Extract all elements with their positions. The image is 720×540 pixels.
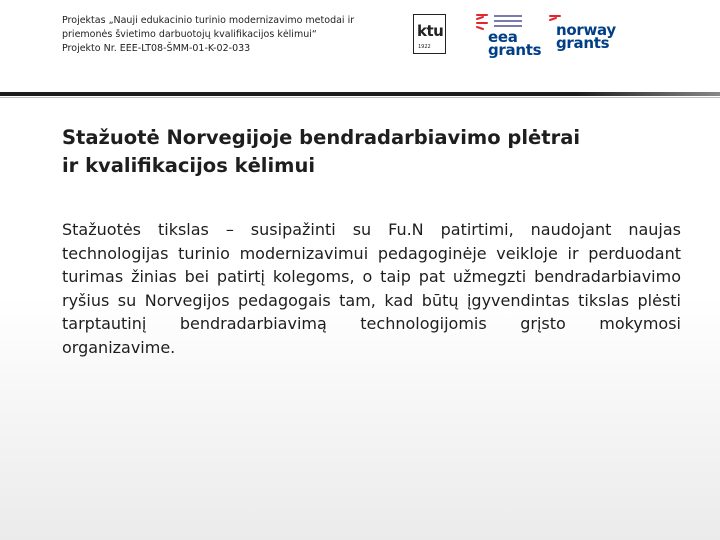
slide-title-line-2: ir kvalifikacijos kėlimui (62, 154, 316, 177)
ktu-logo-year: 1922 (418, 44, 431, 50)
ktu-logo-text: ktu (417, 22, 444, 40)
eea-grants-wordmark: eea grants (488, 28, 542, 59)
project-info (62, 14, 392, 56)
norway-grants-logo (548, 12, 618, 54)
slide-title (62, 124, 662, 180)
project-number: Projekto Nr. EEE-LT08-ŠMM-01-K-02-033 (62, 43, 251, 54)
header-divider (0, 92, 720, 96)
slide-title-line-1: Stažuotė Norvegijoje bendradarbiavimo plėtrai (62, 126, 581, 149)
header-divider-thin (0, 97, 720, 98)
ktu-logo (413, 14, 446, 54)
project-title-line-2: priemonės švietimo darbuotojų kvalifikacijos kėlimui“ (62, 29, 317, 40)
eea-grants-logo (474, 12, 542, 59)
project-title-line-1: Projektas „Nauji edukacinio turinio modernizavimo metodai ir (62, 15, 355, 26)
norway-grants-wordmark: norway grants (556, 21, 616, 52)
slide-body-text: Stažuotės tikslas – susipažinti su Fu.N patirtimi, naudojant naujas technologijas turinio modernizavimui pedagoginėje veikloje ir perduodant turimas žinias bei patirtį kolegoms, o taip pat užmegzti bendradarbiavimo ryšius su Norvegijos pedagogais tam, kad būtų įgyvendintas tikslas plėsti tarptautinį bendradarbiavimą technologijomis grįsto mokymosi organizavime. (62, 220, 681, 357)
